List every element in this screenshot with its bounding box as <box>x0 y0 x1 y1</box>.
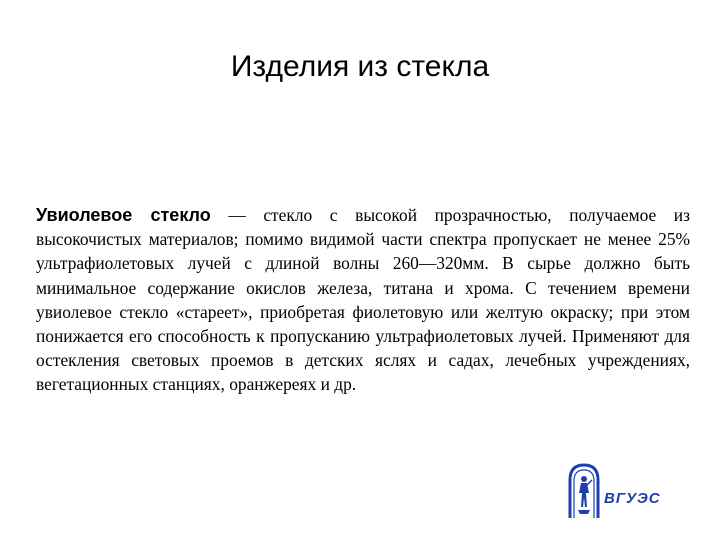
slide-title: Изделия из стекла <box>230 50 490 83</box>
emblem-icon <box>566 462 602 520</box>
body-paragraph <box>36 203 690 397</box>
university-logo <box>566 462 676 520</box>
term-heading: Увиолевое стекло <box>36 205 211 225</box>
logo-text: ВГУЭС <box>604 490 661 507</box>
term-definition: — стекло с высокой прозрачностью, получаемое из высокочистых материалов; помимо видимой части спектра пропускает не менее 25% ультрафиолетовых лучей с длиной волны 260—320мм. В сырье должно быть минимальное содержание окислов железа, титана и хрома. С течением времени увиолевое стекло «стареет», приобретая фиолетовую или желтую окраску; при этом понижается его способность к пропусканию ультрафиолетовых лучей. Применяют для остекления световых проемов в детских яслях и садах, лечебных учреждениях, вегетационных станциях, оранжереях и др. <box>36 205 690 395</box>
